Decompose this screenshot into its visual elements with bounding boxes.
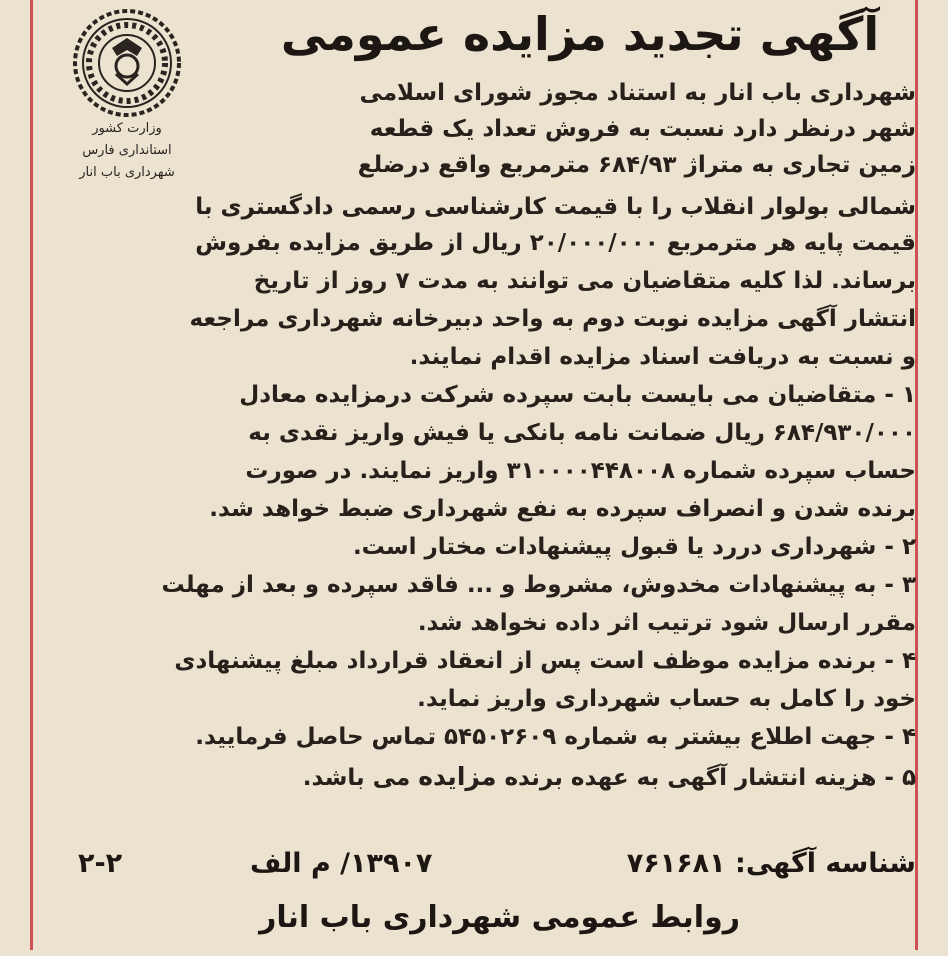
emblem-line: شهرداری باب انار	[79, 165, 175, 180]
body-line: ۴ - جهت اطلاع بیشتر به شماره ۵۴۵۰۲۶۰۹ تماس حاصل فرمایید.	[195, 724, 916, 750]
body-line: شهرداری باب انار به استناد مجوز شورای اسلامی	[359, 80, 916, 106]
body-line: مقرر ارسال شود ترتیب اثر داده نخواهد شد.	[417, 610, 916, 636]
body-line: زمین تجاری به متراژ ۶۸۴/۹۳ مترمربع واقع درضلع	[357, 152, 916, 178]
body-line: ۳ - به پیشنهادات مخدوش، مشروط و ... فاقد سپرده و بعد از مهلت	[161, 572, 916, 598]
body-line: برساند. لذا کلیه متقاضیان می توانند به مدت ۷ روز از تاریخ	[253, 268, 916, 294]
body-line-last	[303, 762, 916, 791]
body-line: و نسبت به دریافت اسناد مزایده اقدام نمایند.	[409, 344, 916, 370]
body-line: خود را کامل به حساب شهرداری واریز نماید.	[417, 686, 916, 712]
emblem-line: استانداری فارس	[82, 143, 172, 158]
last-line-keyword: مزایده	[418, 762, 497, 791]
municipality-emblem-icon	[72, 8, 182, 118]
last-line-before: ۵ - هزینه انتشار آگهی به عهده برنده	[504, 765, 916, 791]
body-line: ۴ - برنده مزایده موظف است پس از انعقاد قرارداد مبلغ پیشنهادی	[174, 648, 916, 674]
reference-code: ۱۳۹۰۷/ م الف	[250, 848, 433, 879]
notice-title: آگهی تجدید مزایده عمومی	[280, 7, 880, 61]
run-number: ۲-۲	[78, 848, 123, 879]
emblem-line: وزارت کشور	[92, 121, 162, 136]
body-line: انتشار آگهی مزایده نوبت دوم به واحد دبیرخانه شهرداری مراجعه	[189, 306, 916, 332]
body-line: حساب سپرده شماره ۳۱۰۰۰۰۴۴۸۰۰۸ واریز نمایند. در صورت	[245, 458, 916, 484]
signature: روابط عمومی شهرداری باب انار	[259, 900, 740, 935]
body-line: ۶۸۴/۹۳۰/۰۰۰ ریال ضمانت نامه بانکی یا فیش واریز نقدی به	[248, 420, 916, 446]
body-line: شهر درنظر دارد نسبت به فروش تعداد یک قطعه	[369, 116, 916, 142]
body-line: شمالی بولوار انقلاب را با قیمت کارشناسی رسمی دادگستری با	[195, 194, 916, 220]
body-line: ۲ - شهرداری دررد یا قبول پیشنهادات مختار است.	[352, 534, 916, 560]
body-line: برنده شدن و انصراف سپرده به نفع شهرداری ضبط خواهد شد.	[209, 496, 916, 522]
last-line-after: می باشد.	[302, 765, 411, 791]
body-line: ۱ - متقاضیان می بایست بابت سپرده شرکت درمزایده معادل	[239, 382, 916, 408]
notice-id: شناسه آگهی: ۷۶۱۶۸۱	[626, 848, 916, 879]
emblem-caption	[48, 118, 206, 184]
body-line: قیمت پایه هر مترمربع ۲۰/۰۰۰/۰۰۰ ریال از طریق مزایده بفروش	[195, 230, 916, 256]
